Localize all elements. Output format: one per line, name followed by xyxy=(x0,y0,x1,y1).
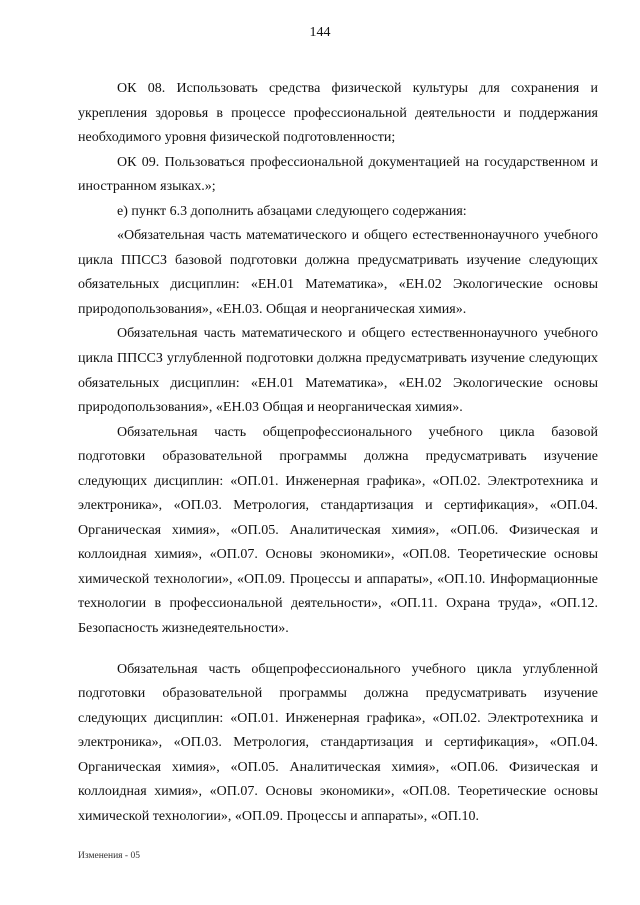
paragraph-ok08: ОК 08. Использовать средства физической культуры для сохранения и укрепления здоровья в процессе профессиональной деятельности и поддержания необходимого уровня физической подготовленности; xyxy=(78,81,598,146)
paragraph-op-basic: Обязательная часть общепрофессионального учебного цикла базовой подготовки образовательной программы должна предусматривать изучение следующих дисциплин: «ОП.01. Инженерная графика», «ОП.02. Электротехника и электроника», «ОП.03. Метрология, стандартизация и сертификация», «ОП.04. Органическая химия», «ОП.05. Аналитическая химия», «ОП.06. Физическая и коллоидная химия», «ОП.07. Основы экономики», «ОП.08. Теоретические основы химической технологии», «ОП.09. Процессы и аппараты», «ОП.10. Информационные технологии в профессиональной деятельности», «ОП.11. Охрана труда», «ОП.12. Безопасность жизнедеятельности». xyxy=(78,424,598,637)
footer-revision: Изменения - 05 xyxy=(78,851,140,861)
paragraph-point-6-3: е) пункт 6.3 дополнить абзацами следующего содержания: xyxy=(117,203,467,219)
paragraph-op-advanced: Обязательная часть общепрофессионального учебного цикла углубленной подготовки образовательной программы должна предусматривать изучение следующих дисциплин: «ОП.01. Инженерная графика», «ОП.02. Электротехника и электроника», «ОП.03. Метрология, стандартизация и сертификация», «ОП.04. Органическая химия», «ОП.05. Аналитическая химия», «ОП.06. Физическая и коллоидная химия», «ОП.07. Основы экономики», «ОП.08. Теоретические основы химической технологии», «ОП.09. Процессы и аппараты», «ОП.10. xyxy=(78,661,598,824)
paragraph-en-basic: «Обязательная часть математического и общего естественнонаучного учебного цикла ППССЗ базовой подготовки должна предусматривать изучение следующих обязательных дисциплин: «ЕН.01 Математика», «ЕН.02 Экологические основы природопользования», «ЕН.03. Общая и неорганическая химия». xyxy=(78,228,598,317)
paragraph-ok09: ОК 09. Пользоваться профессиональной документацией на государственном и иностранном языках.»; xyxy=(78,154,598,195)
document-body xyxy=(78,77,598,829)
paragraph-gap xyxy=(78,642,598,658)
paragraph-en-advanced: Обязательная часть математического и общего естественнонаучного учебного цикла ППССЗ углубленной подготовки должна предусматривать изучение следующих обязательных дисциплин: «ЕН.01 Математика», «ЕН.02 Экологические основы природопользования», «ЕН.03 Общая и неорганическая химия». xyxy=(78,326,598,416)
page-number: 144 xyxy=(309,25,331,40)
